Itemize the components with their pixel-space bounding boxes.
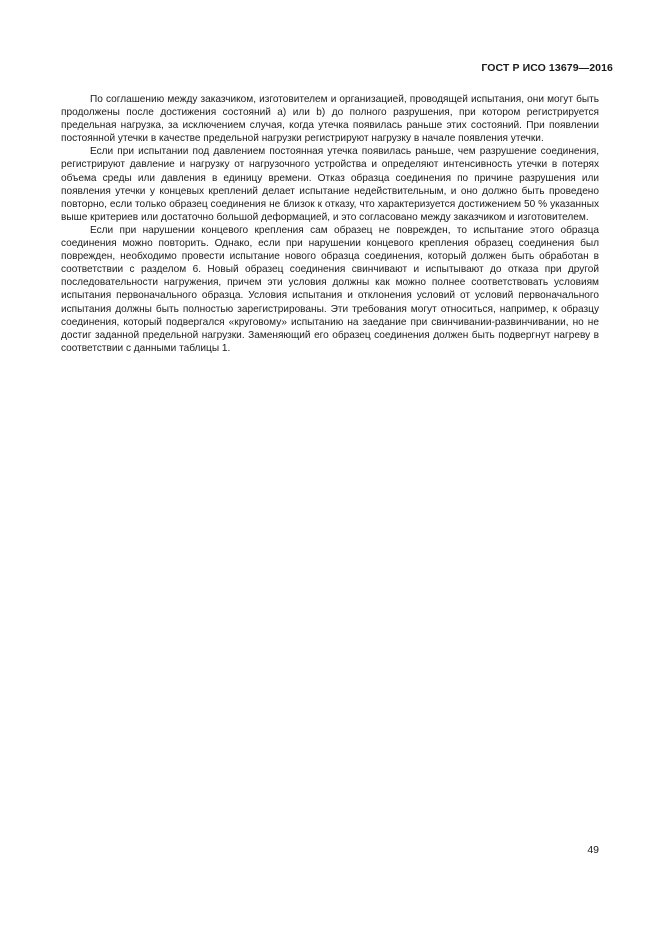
document-code-header: ГОСТ Р ИСО 13679—2016 <box>481 62 613 74</box>
document-body <box>61 93 599 355</box>
paragraph-test-continuation: По соглашению между заказчиком, изготовителем и организацией, проводящей испытания, они могут быть продолжены после достижения состояний а) или b) до полного разрушения, при котором регистрируется предельная нагрузка, за исключением случая, когда утечка появилась раньше этих состояний. При появлении постоянной утечки в качестве предельной нагрузки регистрируют нагрузку в начале появления утечки. <box>61 94 599 145</box>
paragraph-pressure-leak: Если при испытании под давлением постоянная утечка появилась раньше, чем разрушение соединения, регистрируют давление и нагрузку от нагрузочного устройства и определяют интенсивность утечки в потерях объема среды или давления в единицу времени. Отказ образца соединения по причине разрушения или появления утечки у концевых креплений делает испытание недействительным, и оно должно быть проведено повторно, если только образец соединения не близок к отказу, что характеризуется достижением 50 % указанных выше критериев или достаточно большой деформацией, и это согласовано между заказчиком и изготовителем. <box>61 146 599 223</box>
paragraph-end-fitting-failure: Если при нарушении концевого крепления сам образец не поврежден, то испытание этого образца соединения можно повторить. Однако, если при нарушении концевого крепления образец соединения был поврежден, необходимо провести испытание нового образца соединения, который должен быть обработан в соответствии с разделом 6. Новый образец соединения свинчивают и испытывают до отказа при другой последовательности нагружения, причем эти условия должны как можно полнее соответствовать условиям испытания первоначального образца. Условия испытания и отклонения условий от условий первоначального испытания должны быть полностью зарегистрированы. Эти требования могут относиться, например, к образцу соединения, который подвергался «круговому» испытанию на заедание при свинчивании-развинчивании, но не достиг заданной предельной нагрузки. Заменяющий его образец соединения должен быть подвергнут нагреву в соответствии с данными таблицы 1. <box>61 224 599 354</box>
page-number: 49 <box>587 844 599 856</box>
